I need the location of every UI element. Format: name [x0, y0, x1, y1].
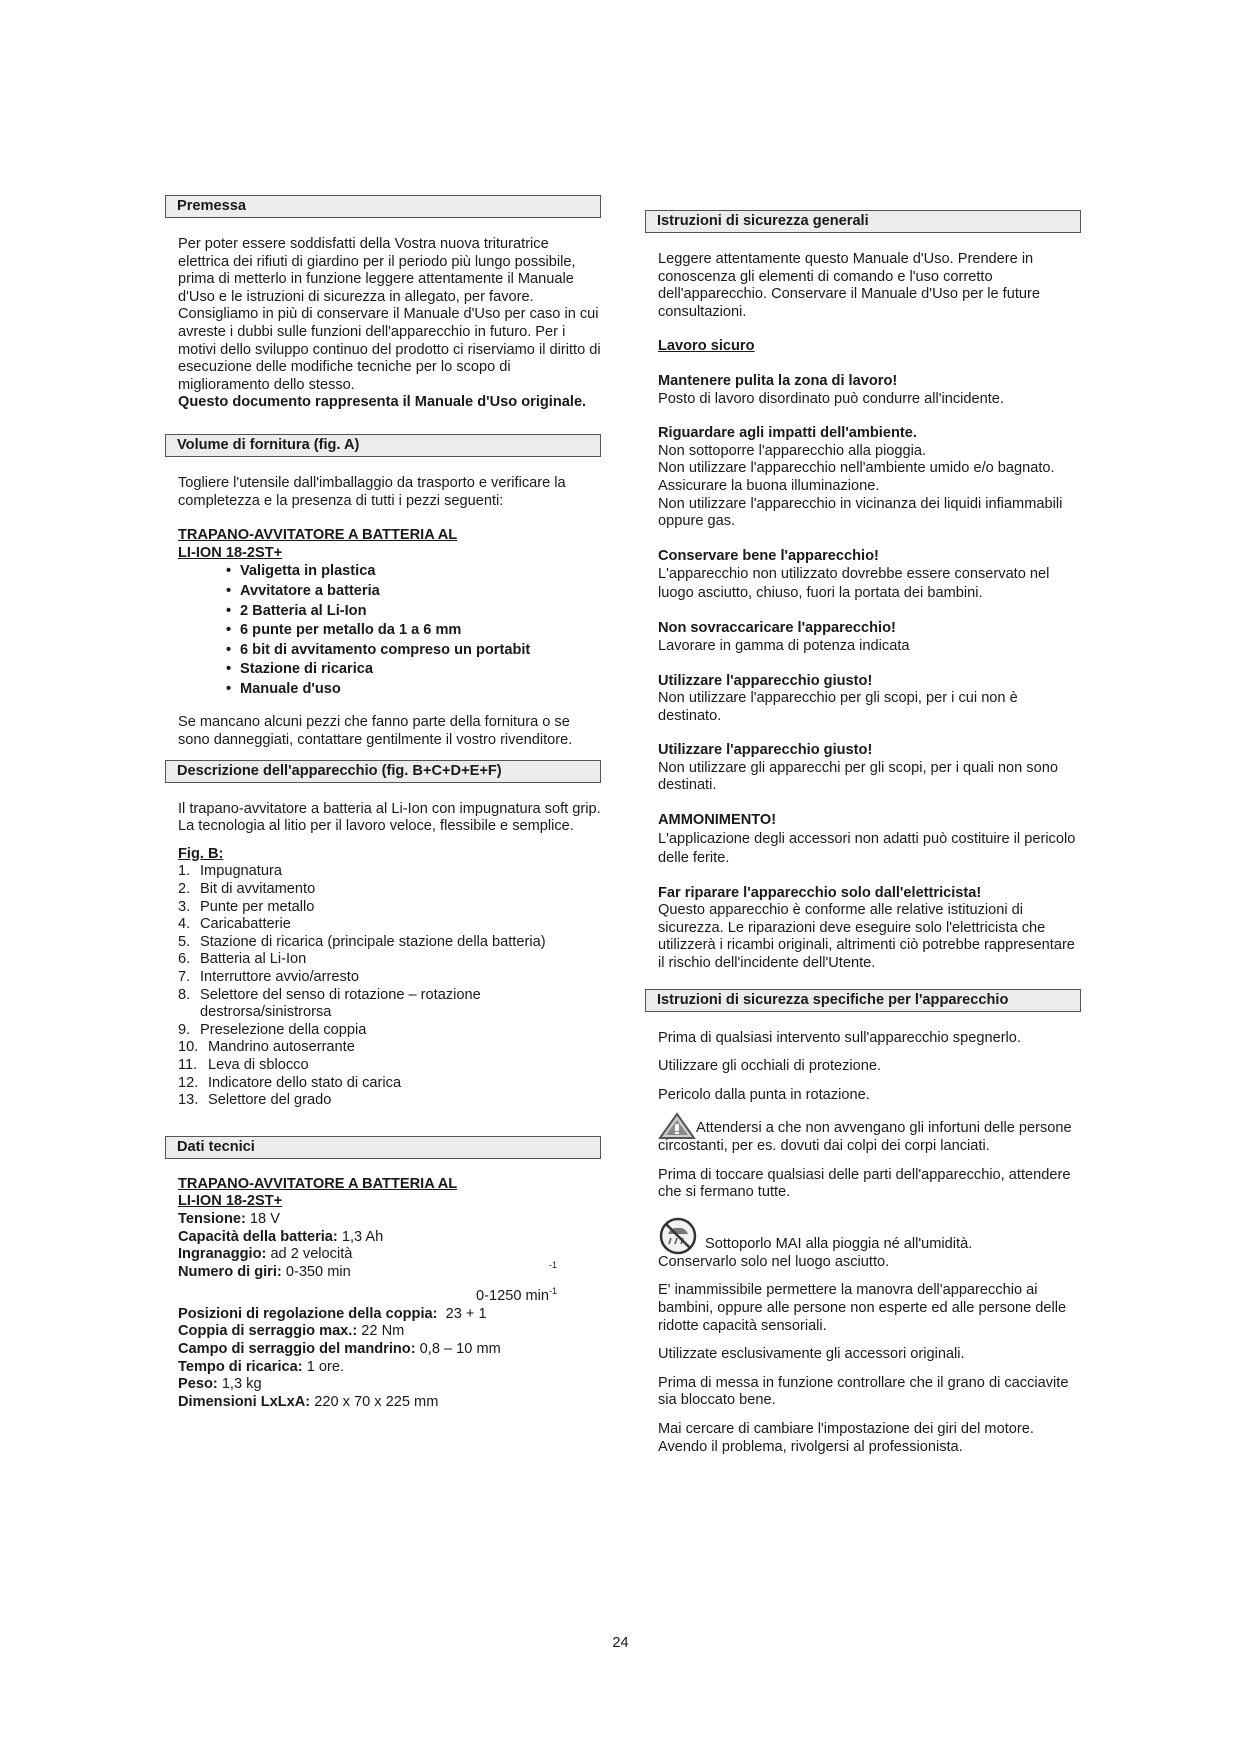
specifiche-p7: E' inammissibile permettere la manovra dell'apparecchio ai bambini, oppure alle persone non esperte ed alle persone delle ridotte capacità sensoriali.	[658, 1282, 1067, 1334]
specifiche-p1: Prima di qualsiasi intervento sull'apparecchio spegnerlo.	[658, 1029, 1021, 1046]
volume-product-line2: LI-ION 18-2ST+	[178, 544, 283, 561]
list-item: 11. Leva di sblocco	[178, 1056, 309, 1073]
spec-dimensioni: Dimensioni LxLxA: 220 x 70 x 225 mm	[178, 1393, 439, 1410]
list-item: 5. Stazione di ricarica (principale stazione della batteria)	[178, 933, 546, 950]
specifiche-p5: Prima di toccare qualsiasi delle parti dell'apparecchio, attendere che si fermano tutte.	[658, 1166, 1071, 1201]
specifiche-p6b: Conservarlo solo nel luogo asciutto.	[658, 1253, 890, 1270]
dati-product-line2: LI-ION 18-2ST+	[178, 1193, 283, 1210]
list-item: 12. Indicatore dello stato di carica	[178, 1074, 402, 1091]
volume-missing-note: Se mancano alcuni pezzi che fanno parte della fornitura o se sono danneggiati, contattare gentilmente il vostro rivenditore.	[178, 714, 573, 749]
list-item: • Avvitatore a batteria	[240, 582, 601, 602]
specifiche-p9: Prima di messa in funzione controllare che il grano di cacciavite sia bloccato bene.	[658, 1374, 1069, 1409]
specifiche-p8: Utilizzate esclusivamente gli accessori originali.	[658, 1346, 965, 1363]
list-item: 7. Interruttore avvio/arresto	[178, 969, 359, 985]
list-item: 1. Impugnatura	[178, 863, 282, 880]
list-item: • Manuale d'uso	[240, 680, 601, 700]
list-item: 6. Batteria al Li-Ion	[178, 951, 307, 968]
premessa-bold-note: Questo documento rappresenta il Manuale d'Uso originale.	[178, 394, 587, 411]
section-header-specifiche: Istruzioni di sicurezza specifiche per l'apparecchio	[645, 989, 1081, 1012]
safety-block: Conservare bene l'apparecchio! L'apparecchio non utilizzato dovrebbe essere conservato nel luogo asciutto, chiuso, fuori la portata dei bambini.	[658, 547, 1050, 602]
giri-superscript-1: -1	[549, 1259, 558, 1270]
volume-body: Togliere l'utensile dall'imballaggio da trasporto e verificare la completezza e la presenza di tutti i pezzi seguenti:	[178, 474, 566, 509]
safety-block: Utilizzare l'apparecchio giusto! Non utilizzare gli apparecchi per gli scopi, per i quali non sono destinati.	[658, 742, 1058, 794]
list-item: • 2 Batteria al Li-Ion	[240, 602, 601, 622]
section-header-descrizione: Descrizione dell'apparecchio (fig. B+C+D+E+F)	[165, 760, 601, 783]
warning-block	[658, 1120, 1081, 1155]
safety-block: Non sovraccaricare l'apparecchio! Lavorare in gamma di potenza indicata	[658, 620, 910, 654]
safety-block: Mantenere pulita la zona di lavoro! Posto di lavoro disordinato può condurre all'incidente.	[658, 372, 1004, 407]
giri-superscript-2: -1	[549, 1286, 558, 1297]
spec-giri: Numero di giri: 0-350 min -1 0-1250 $\min^{-1}$	[178, 1264, 601, 1306]
list-item: 4. Caricabatterie	[178, 916, 291, 933]
section-header-dati: Dati tecnici	[165, 1136, 601, 1159]
specifiche-p2: Utilizzare gli occhiali di protezione.	[658, 1058, 882, 1075]
dati-product-line1: TRAPANO-AVVITATORE A BATTERIA AL	[178, 1175, 458, 1192]
safety-block: Utilizzare l'apparecchio giusto! Non utilizzare l'apparecchio per gli scopi, per i cui non è destinato.	[658, 672, 1018, 724]
page-number: 24	[612, 1635, 629, 1651]
volume-product-line1: TRAPANO-AVVITATORE A BATTERIA AL	[178, 527, 458, 544]
premessa-body: Per poter essere soddisfatti della Vostra nuova trituratrice elettrica dei rifiuti di giardino per il periodo più lungo possibile, prima di metterlo in funzione leggere attentamente il Manuale d'Uso e le istruzioni di sicurezza in allegato, per favore. Consigliamo in più di conservare il Manuale d'Uso per caso in cui avreste i dubbi sulle funzioni dell'apparecchio in futuro. Per i motivi dello sviluppo continuo del prodotto ci riserviamo il diritto di esecuzione delle modifiche tecniche per lo scopo di miglioramento dello stesso.	[178, 236, 601, 393]
list-item: • 6 bit di avvitamento compreso un portabit	[240, 641, 601, 661]
section-header-premessa: Premessa	[165, 195, 601, 218]
list-item: 3. Punte per metallo	[178, 898, 315, 915]
list-item: • 6 punte per metallo da 1 a 6 mm	[240, 621, 601, 641]
rain-block	[658, 1216, 1081, 1252]
list-item: 10. Mandrino autoserrante	[178, 1039, 355, 1056]
spec-coppia: Coppia di serraggio max.: 22 Nm	[178, 1323, 405, 1340]
supply-list	[178, 562, 601, 699]
spec-tensione: Tensione: 18 V	[178, 1210, 280, 1227]
safety-block: Far riparare l'apparecchio solo dall'elettricista! Questo apparecchio è conforme alle relative istituzioni di sicurezza. Le riparazioni deve eseguire solo l'elettricista che utilizzerà i ricambi originali, altrimenti ciò potrebbe rappresentare il rischio dell'incidente dell'Utente.	[658, 884, 1075, 972]
list-item: 8. Selettore del senso di rotazione – rotazione destrorsa/sinistrorsa	[178, 986, 481, 1021]
spec-capacita: Capacità della batteria: 1,3 Ah	[178, 1228, 384, 1245]
specifiche-p10: Mai cercare di cambiare l'impostazione dei giri del motore. Avendo il problema, rivolgersi al professionista.	[658, 1420, 1034, 1455]
safety-block: Riguardare agli impatti dell'ambiente. Non sottoporre l'apparecchio alla pioggia. Non utilizzare l'apparecchio nell'ambiente umido e/o bagnato. Assicurare la buona illuminazione. Non utilizzare l'apparecchio in vicinanza dei liquidi infiammabili oppure gas.	[658, 425, 1063, 530]
specifiche-p3: Pericolo dalla punta in rotazione.	[658, 1086, 870, 1103]
descrizione-body: Il trapano-avvitatore a batteria al Li-Ion con impugnatura soft grip. La tecnologia al litio per il lavoro veloce, flessibile e semplice.	[178, 800, 601, 835]
list-item: • Stazione di ricarica	[240, 660, 601, 680]
list-item: 13. Selettore del grado	[178, 1092, 332, 1109]
fig-b-label: Fig. B:	[178, 845, 224, 862]
specifiche-p4: Attendersi a che non avvengano gli infortuni delle persone circostanti, per es. dovuti dai colpi dei corpi lanciati.	[658, 1120, 1072, 1154]
warning-triangle-icon	[658, 1112, 696, 1146]
spec-posizioni: Posizioni di regolazione della coppia: 23 + 1	[178, 1305, 487, 1322]
list-item: 2. Bit di avvitamento	[178, 881, 316, 898]
specifiche-p6a: Sottoporlo MAI alla pioggia né all'umidità.	[705, 1235, 973, 1252]
lavoro-sicuro-heading: Lavoro sicuro	[658, 338, 755, 355]
left-column	[165, 195, 601, 1411]
spec-peso: Peso: 1,3 kg	[178, 1376, 262, 1393]
spec-campo: Campo di serraggio del mandrino: 0,8 – 10 mm	[178, 1340, 501, 1357]
parts-list	[178, 863, 601, 1109]
no-rain-icon	[658, 1216, 698, 1262]
section-header-generali: Istruzioni di sicurezza generali	[645, 210, 1081, 233]
section-header-volume: Volume di fornitura (fig. A)	[165, 434, 601, 457]
generali-body: Leggere attentamente questo Manuale d'Uso. Prendere in conoscenza gli elementi di comando e l'uso corretto dell'apparecchio. Conservare il Manuale d'Uso per le future consultazioni.	[658, 251, 1040, 320]
spec-ingranaggio: Ingranaggio: ad 2 velocità	[178, 1246, 353, 1263]
list-item: • Valigetta in plastica	[240, 562, 601, 582]
list-item: 9. Preselezione della coppia	[178, 1021, 367, 1038]
spec-tempo: Tempo di ricarica: 1 ore.	[178, 1358, 345, 1375]
right-column	[645, 210, 1081, 1456]
safety-block: AMMONIMENTO! L'applicazione degli accessori non adatti può costituire il pericolo delle ferite.	[658, 812, 1076, 866]
